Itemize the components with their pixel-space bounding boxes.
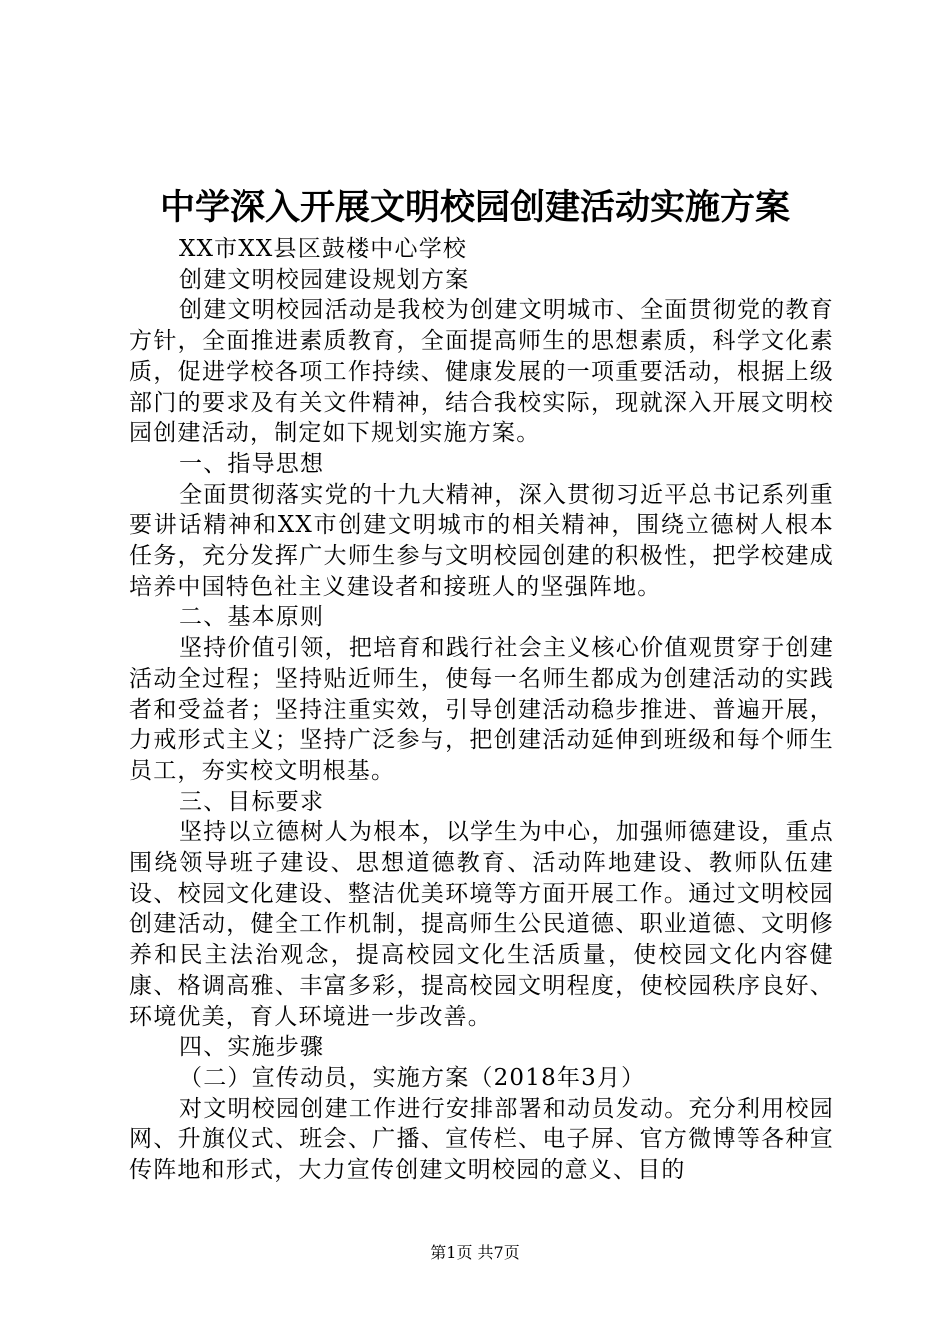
page-number: 第1页 共7页 [430,1243,520,1262]
section-paragraph: 对文明校园创建工作进行安排部署和动员发动。充分利用校园网、升旗仪式、班会、广播、宣传栏、电子屏、官方微博等各种宣传阵地和形式，大力宣传创建文明校园的意义、目的 [129,1095,834,1184]
section-paragraph: 坚持价值引领，把培育和践行社会主义核心价值观贯穿于创建活动全过程；坚持贴近师生，使每一名师生都成为创建活动的实践者和受益者；坚持注重实效，引导创建活动稳步推进、普遍开展，力戒形式主义；坚持广泛参与，把创建活动延伸到班级和每个师生员工，夯实校文明根基。 [129,635,834,784]
intro-paragraph: 创建文明校园活动是我校为创建文明城市、全面贯彻党的教育方针，全面推进素质教育，全面提高师生的思想素质，科学文化素质，促进学校各项工作持续、健康发展的一项重要活动，根据上级部门的要求及有关文件精神，结合我校实际，现就深入开展文明校园创建活动，制定如下规划实施方案。 [129,297,834,447]
org-line: XX市XX县区鼓楼中心学校 [179,236,468,262]
section-paragraph: 全面贯彻落实党的十九大精神，深入贯彻习近平总书记系列重要讲话精神和XX市创建文明城市的相关精神，围绕立德树人根本任务，充分发挥广大师生参与文明校园创建的积极性，把学校建成培养中国特色社主义建设者和接班人的坚强阵地。 [129,481,834,600]
document-body [129,234,834,1186]
sub-heading: （二）宣传动员，实施方案（2018年3月） [179,1064,646,1091]
section-heading: 三、目标要求 [179,788,325,815]
section-heading: 四、实施步骤 [179,1034,325,1061]
section-heading: 一、指导思想 [179,450,325,477]
document-title: 中学深入开展文明校园创建活动实施方案 [159,187,790,228]
section-heading: 二、基本原则 [179,604,325,631]
section-paragraph: 坚持以立德树人为根本，以学生为中心，加强师德建设，重点围绕领导班子建设、思想道德教育、活动阵地建设、教师队伍建设、校园文化建设、整洁优美环境等方面开展工作。通过文明校园创建活动，健全工作机制，提高师生公民道德、职业道德、文明修养和民主法治观念，提高校园文化生活质量，使校园文化内容健康、格调高雅、丰富多彩，提高校园文明程度，使校园秩序良好、环境优美，育人环境进一步改善。 [129,819,834,1030]
plan-line: 创建文明校园建设规划方案 [179,266,470,293]
